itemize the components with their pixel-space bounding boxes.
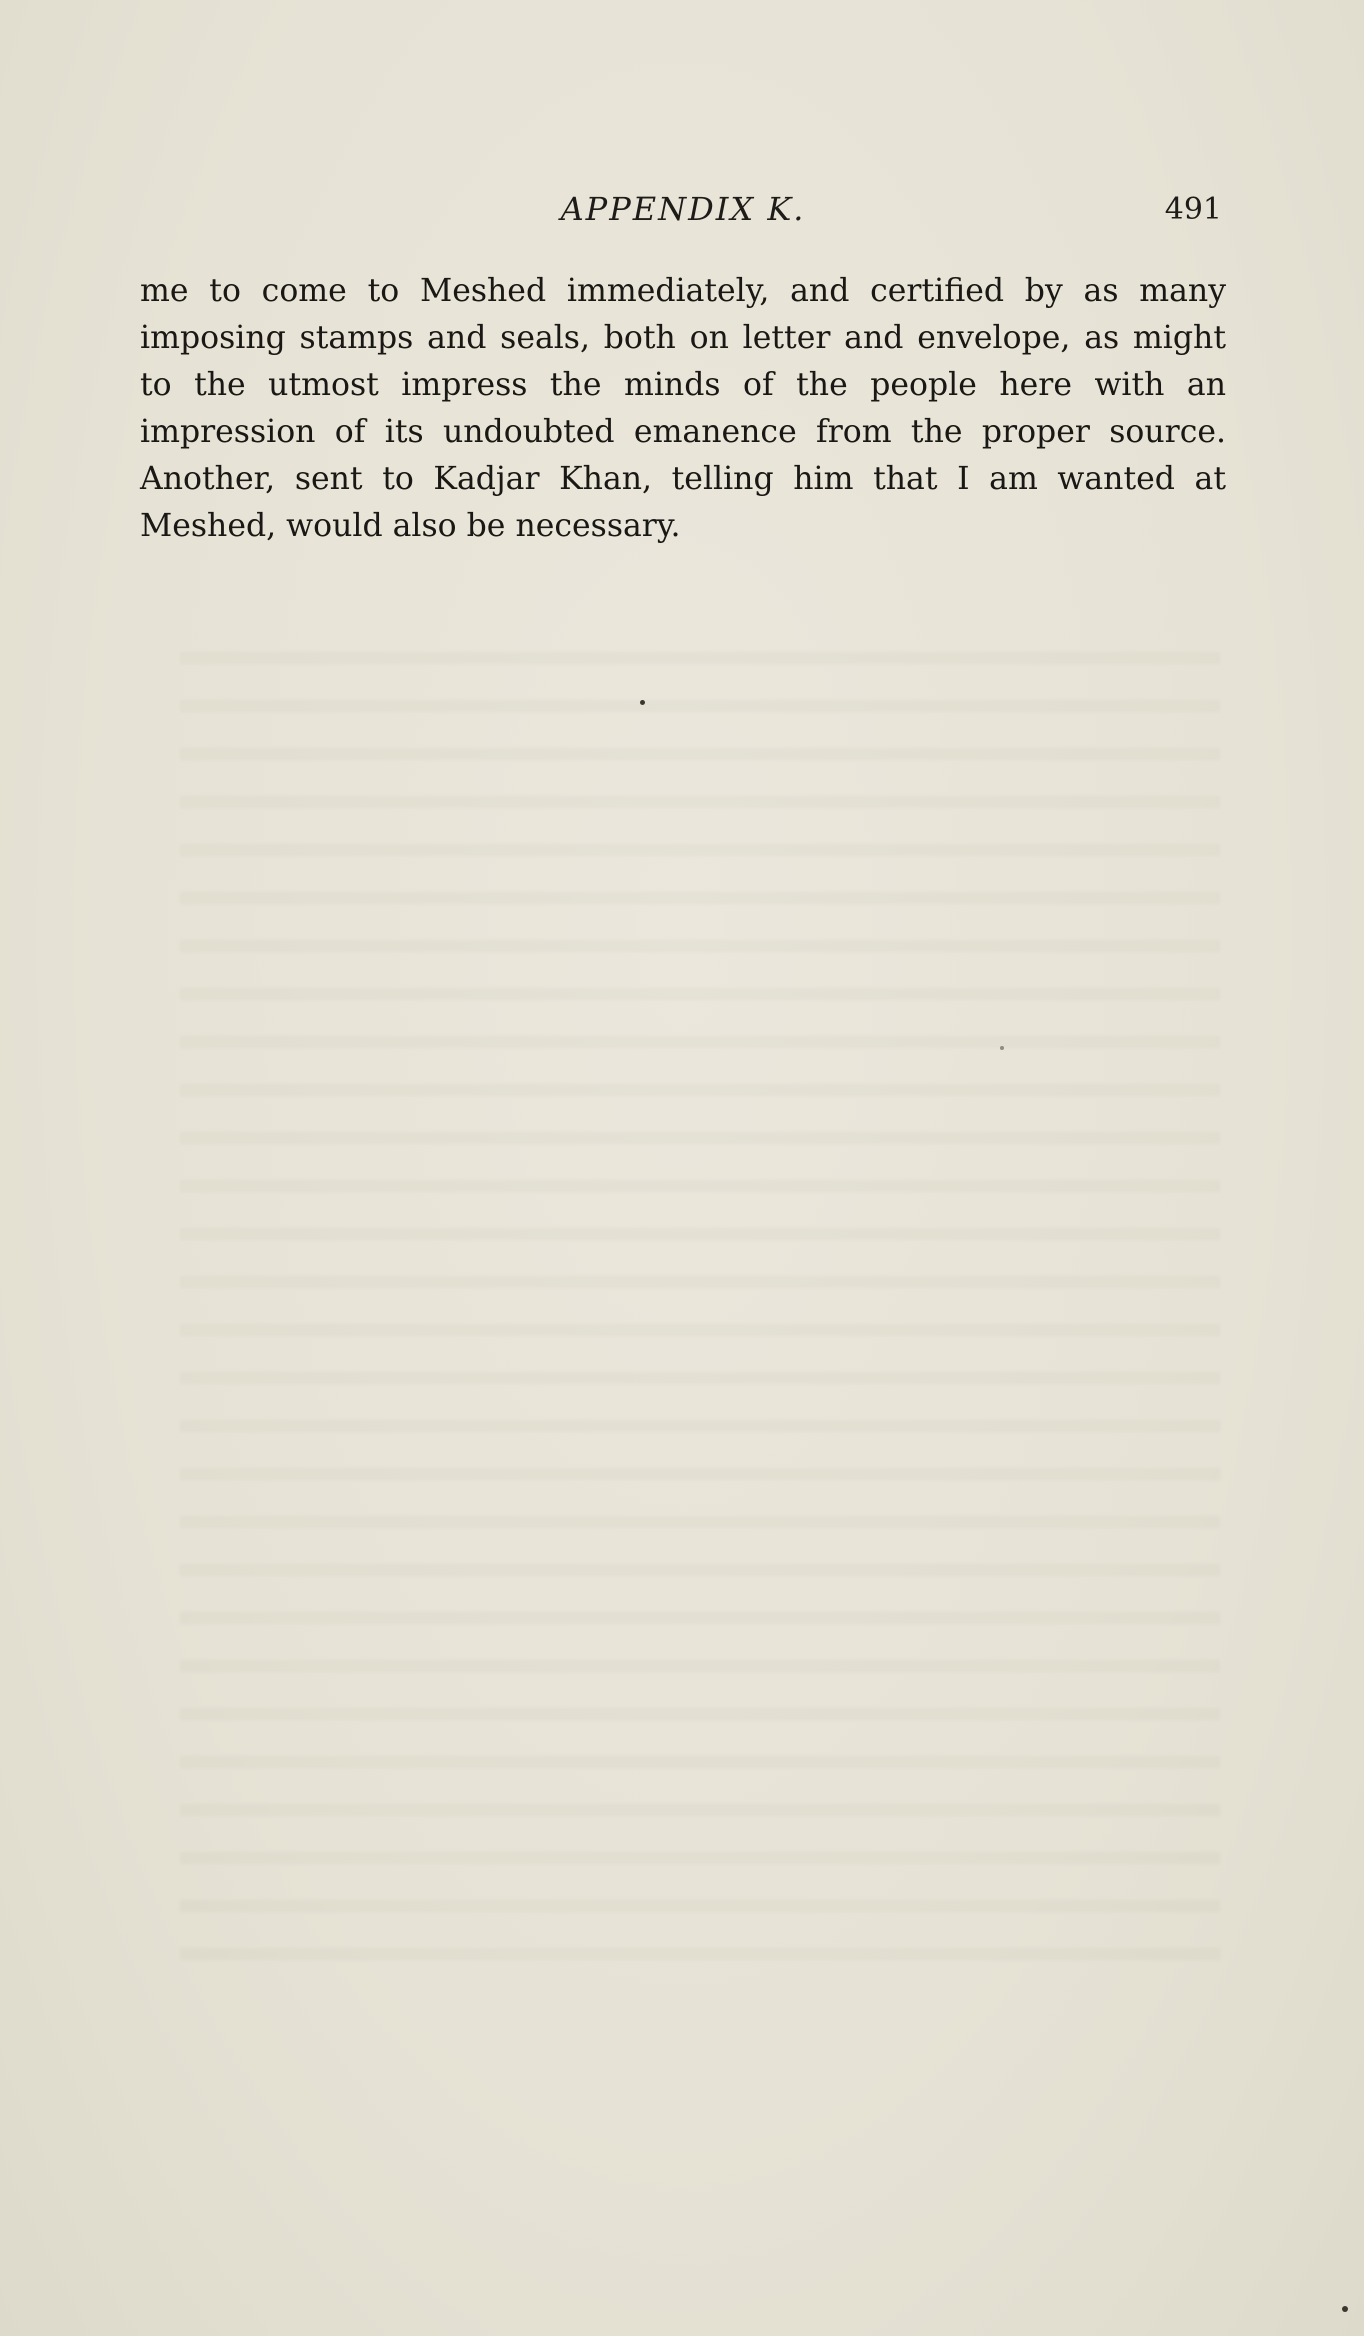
text-line: to the utmost impress the minds of the people here with an	[140, 367, 1226, 403]
ink-speck	[1000, 1046, 1004, 1050]
text-line: impression of its undoubted emanence from the proper source.	[140, 414, 1226, 450]
body-paragraph	[140, 268, 1226, 550]
ink-speck	[640, 700, 645, 705]
text-line: imposing stamps and seals, both on letter and envelope, as might	[140, 320, 1226, 356]
ink-speck	[1342, 2306, 1348, 2312]
show-through-text	[180, 620, 1220, 1970]
text-line: me to come to Meshed immediately, and certified by as many	[140, 273, 1226, 309]
text-line: Another, sent to Kadjar Khan, telling him that I am wanted at	[140, 461, 1226, 497]
running-head	[140, 190, 1226, 240]
page-number: 491	[1164, 192, 1222, 227]
text-line: Meshed, would also be necessary.	[140, 508, 681, 544]
running-head-title: APPENDIX K.	[560, 190, 806, 228]
